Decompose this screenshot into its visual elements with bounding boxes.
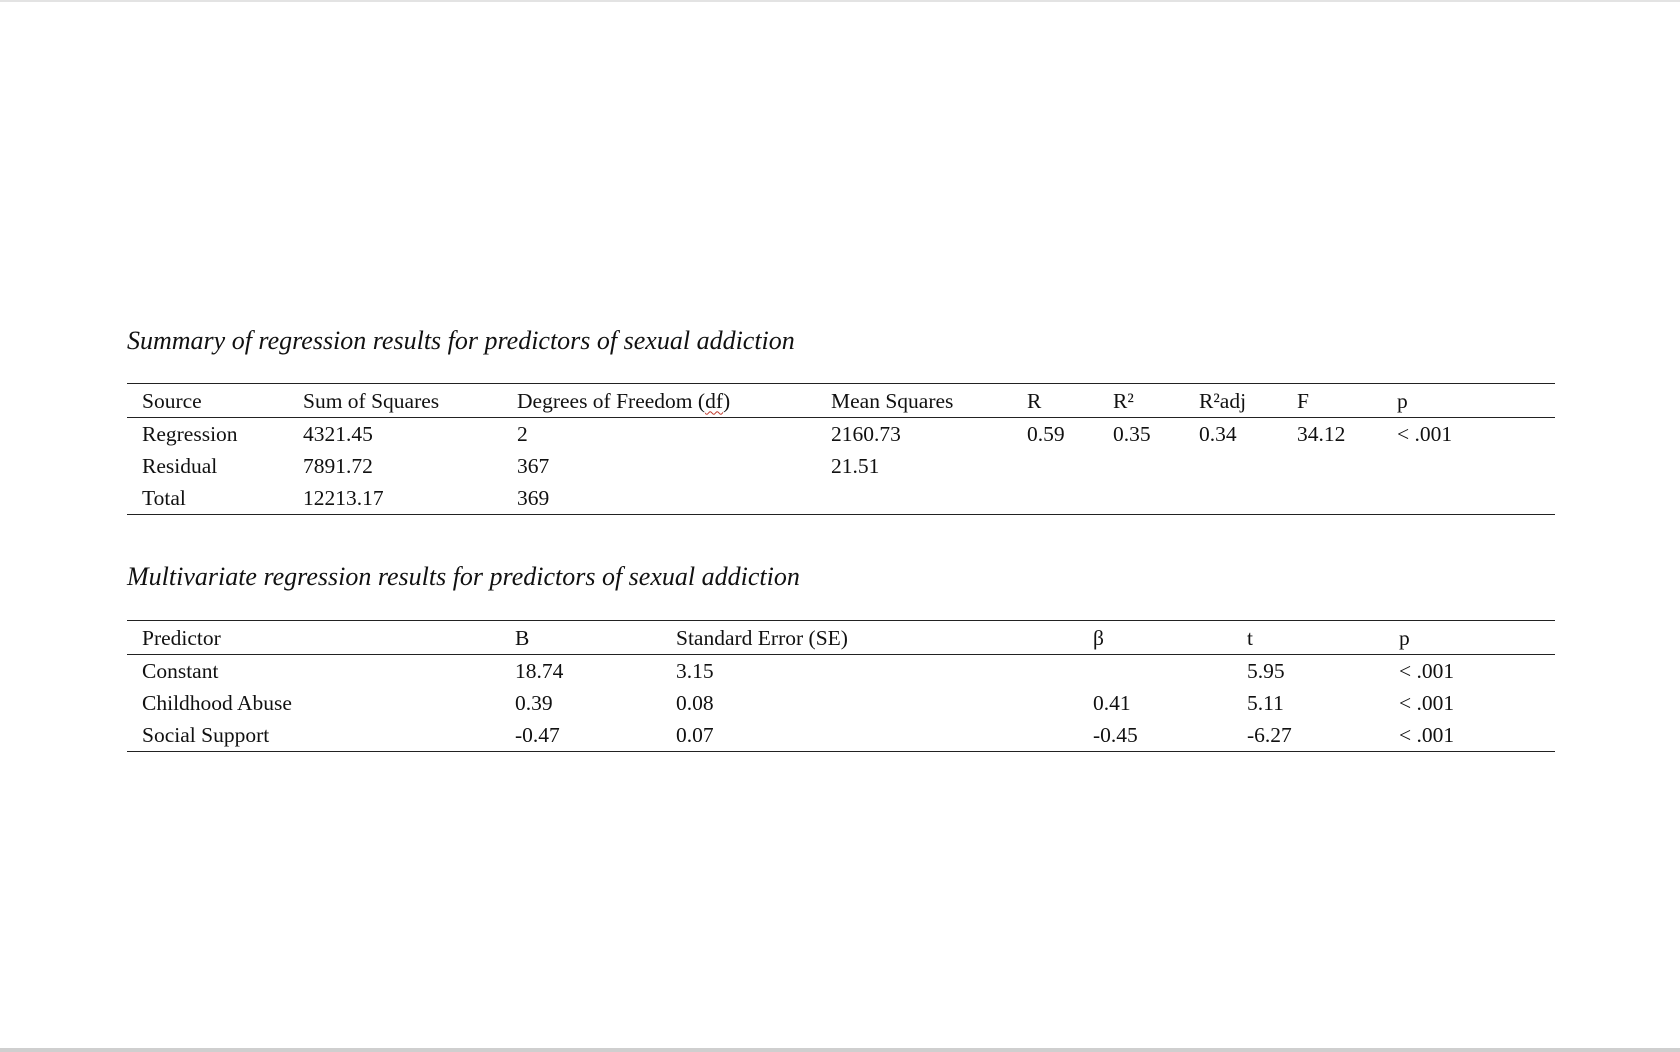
cell-t: 5.11 — [1247, 691, 1284, 715]
table-row — [127, 450, 1555, 482]
cell-beta: -0.45 — [1078, 719, 1232, 752]
cell-standard-error: 3.15 — [676, 659, 714, 683]
header-r-squared: R² — [1098, 384, 1184, 418]
cell-mean-squares — [816, 482, 1012, 515]
cell-p — [1382, 450, 1555, 482]
table1-caption: Summary of regression results for predictors of sexual addiction — [127, 326, 795, 355]
header-t: t — [1232, 621, 1384, 655]
page-bottom-edge — [0, 1048, 1680, 1052]
header-b: B — [500, 621, 661, 655]
header-df-abbrev: df — [705, 388, 723, 413]
cell-f — [1282, 450, 1382, 482]
cell-mean-squares: 2160.73 — [831, 422, 901, 446]
cell-sum-of-squares: 12213.17 — [288, 482, 502, 515]
header-f: F — [1282, 384, 1382, 418]
table-row — [127, 719, 1555, 752]
header-p: p — [1382, 384, 1555, 418]
cell-source: Total — [127, 482, 288, 515]
cell-r-squared: 0.35 — [1113, 422, 1151, 446]
header-r: R — [1012, 384, 1098, 418]
page-top-edge — [0, 0, 1680, 2]
cell-p: < .001 — [1397, 422, 1453, 446]
cell-predictor: Social Support — [127, 719, 500, 752]
cell-r — [1012, 482, 1098, 515]
header-df-prefix: Degrees of Freedom ( — [517, 388, 706, 413]
cell-r: 0.59 — [1027, 422, 1065, 446]
table-row — [127, 655, 1555, 688]
header-df-suffix: ) — [722, 388, 731, 413]
cell-predictor: Constant — [142, 659, 219, 683]
table-row — [127, 482, 1555, 515]
header-sum-of-squares: Sum of Squares — [288, 384, 502, 418]
cell-p: < .001 — [1384, 719, 1555, 752]
cell-df: 369 — [502, 482, 816, 515]
multivariate-regression-table — [127, 620, 1555, 752]
table2-header-row — [127, 621, 1555, 655]
cell-r — [1012, 450, 1098, 482]
cell-p — [1382, 482, 1555, 515]
header-r-squared-adj: R²adj — [1184, 384, 1282, 418]
cell-df: 2 — [517, 422, 528, 446]
table2-caption: Multivariate regression results for predictors of sexual addiction — [127, 562, 800, 591]
cell-beta: 0.41 — [1093, 691, 1131, 715]
cell-mean-squares: 21.51 — [831, 454, 880, 478]
cell-b: -0.47 — [500, 719, 661, 752]
cell-b: 0.39 — [515, 691, 553, 715]
cell-b: 18.74 — [515, 659, 564, 683]
cell-p: < .001 — [1399, 659, 1455, 683]
header-p: p — [1384, 621, 1555, 655]
header-standard-error: Standard Error (SE) — [661, 621, 1078, 655]
table1-header-row — [127, 384, 1555, 418]
table-row — [127, 418, 1555, 451]
cell-standard-error: 0.07 — [661, 719, 1078, 752]
regression-summary-table — [127, 383, 1555, 515]
header-predictor: Predictor — [127, 621, 500, 655]
cell-t: 5.95 — [1247, 659, 1285, 683]
cell-f — [1282, 482, 1382, 515]
cell-t: -6.27 — [1232, 719, 1384, 752]
header-source: Source — [127, 384, 288, 418]
cell-r-squared-adj: 0.34 — [1199, 422, 1237, 446]
cell-beta — [1078, 655, 1232, 688]
cell-r-squared — [1098, 450, 1184, 482]
cell-df: 367 — [517, 454, 550, 478]
header-mean-squares: Mean Squares — [816, 384, 1012, 418]
cell-sum-of-squares: 7891.72 — [303, 454, 373, 478]
cell-source: Regression — [142, 422, 238, 446]
cell-source: Residual — [142, 454, 218, 478]
cell-r-squared-adj — [1184, 482, 1282, 515]
cell-p: < .001 — [1399, 691, 1455, 715]
cell-f: 34.12 — [1297, 422, 1346, 446]
cell-standard-error: 0.08 — [676, 691, 714, 715]
cell-r-squared-adj — [1184, 450, 1282, 482]
header-degrees-of-freedom — [502, 384, 816, 418]
header-beta: β — [1078, 621, 1232, 655]
table-row — [127, 687, 1555, 719]
cell-r-squared — [1098, 482, 1184, 515]
cell-sum-of-squares: 4321.45 — [303, 422, 373, 446]
cell-predictor: Childhood Abuse — [142, 691, 292, 715]
